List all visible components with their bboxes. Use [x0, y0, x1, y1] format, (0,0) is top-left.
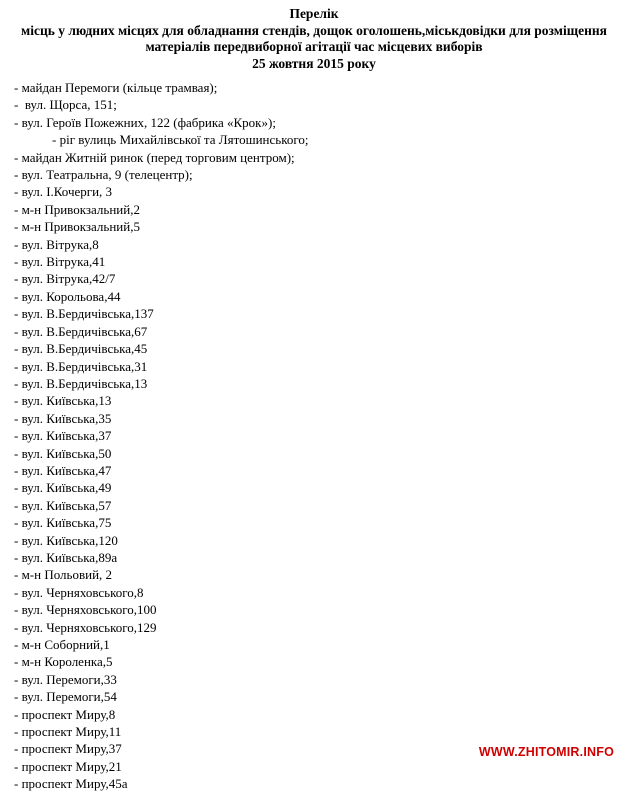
list-item: - проспект Миру,21 [14, 758, 122, 774]
list-item: - вул. Київська,120 [14, 532, 118, 548]
document-title [10, 6, 618, 72]
list-item: - вул. Театральна, 9 (телецентр); [14, 167, 193, 183]
list-item: - проспект Миру,11 [14, 724, 122, 740]
list-item: - вул. Київська,89а [14, 549, 118, 565]
list-item: - вул. Вітрука,41 [14, 254, 106, 270]
list-item: - вул. Київська,75 [14, 515, 112, 531]
list-item: - вул. Перемоги,33 [14, 671, 117, 687]
list-item: - вул. Щорса, 151; [14, 97, 117, 113]
site-watermark: WWW.ZHITOMIR.INFO [478, 745, 614, 759]
list-item: - проспект Миру,8 [14, 706, 116, 722]
list-item: - вул. Київська,57 [14, 497, 112, 513]
list-item: - вул. В.Бердичівська,45 [14, 341, 148, 357]
list-item: - вул. Перемоги,54 [14, 689, 117, 705]
list-item: - вул. Черняховського,8 [14, 584, 144, 600]
list-item: - вул. В.Бердичівська,67 [14, 323, 148, 339]
list-item: - вул. Героїв Пожежних, 122 (фабрика «Крок»); [14, 114, 276, 130]
list-item: - вул. Київська,47 [14, 462, 112, 478]
list-item: - м-н Привокзальний,5 [14, 219, 140, 235]
list-item: - ріг вулиць Михайлівської та Лятошинського; [52, 132, 309, 148]
list-item: - вул. Вітрука,42/7 [14, 271, 116, 287]
locations-list [10, 79, 618, 793]
list-item: - майдан Житній ринок (перед торговим центром); [14, 149, 295, 165]
list-item: - вул. Київська,50 [14, 445, 112, 461]
list-item: - майдан Перемоги (кільце трамвая); [14, 80, 218, 95]
list-item: - м-н Привокзальний,2 [14, 201, 140, 217]
list-item: - вул. В.Бердичівська,137 [14, 306, 154, 322]
list-item: - вул. Київська,35 [14, 410, 112, 426]
list-item: - м-н Короленка,5 [14, 654, 113, 670]
list-item: - вул. І.Кочерги, 3 [14, 184, 113, 200]
title-line-3: 25 жовтня 2015 року [252, 55, 376, 71]
list-item: - проспект Миру,37 [14, 741, 122, 757]
list-item: - м-н Соборний,1 [14, 637, 110, 652]
list-item: - вул. Черняховського,100 [14, 602, 157, 618]
list-item: - вул. Київська,37 [14, 428, 112, 444]
title-line-1: Перелік [289, 6, 339, 21]
list-item: - вул. В.Бердичівська,13 [14, 375, 148, 391]
list-item: - м-н Польовий, 2 [14, 567, 113, 583]
list-item: - вул. В.Бердичівська,31 [14, 358, 148, 374]
list-item: - вул. Київська,49 [14, 480, 112, 496]
list-item: - проспект Миру,45а [14, 776, 128, 792]
list-item: - вул. Черняховського,129 [14, 619, 157, 635]
list-item: - вул. Вітрука,8 [14, 236, 99, 252]
list-item: - вул. Корольова,44 [14, 288, 121, 304]
title-line-2: місць у людних місцях для обладнання стендів, дощок оголошень,міськдовідки для розміщення матеріалів передвиборної агітації час місцевих виборів [21, 22, 607, 54]
list-item: - вул. Київська,13 [14, 393, 112, 409]
